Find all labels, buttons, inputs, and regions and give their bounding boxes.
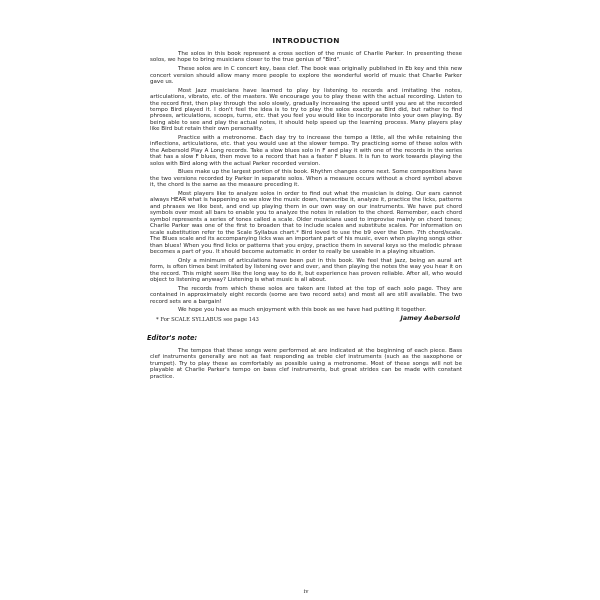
paragraph-articulations: Only a minimum of articulations have been put in this book. We feel that jazz, being an aural art form, is often times best imitated by listening over and over, and then playing the notes the way you hear it on the record. This might seem like the long way to do it, but experience has proven reliable. After all, who would object to listening anyway? Listening is what music is all about. <box>150 257 462 284</box>
paragraph-metronome: Practice with a metronome. Each day try to increase the tempo a little, all the while retaining the inflections, articulations, etc. that you would use at the slower tempo. Try practicing some of these solos with the Aebersold Play A Long records. Take a slow blues solo in F and play it with one of the records in the series that has a slow F blues, then move to a record that has a faster F blues. It is fun to work towards playing the solos with Bird along with the actual Parker recorded version. <box>150 135 462 167</box>
footnote: * For SCALE SYLLABUS see page 143 <box>156 316 259 323</box>
paragraph-listening: Most Jazz musicians have learned to play by listening to records and imitating the notes, articulations, vibrato, etc. of the masters. We encourage you to play these with the actual recording. Listen to the record first, then play through the solo slowly, gradually increasing the speed until you are at the recorded tempo Bird played it. I don't feel the idea is to try to play the solos exactly as Bird did, but rather to find phroses, articulations, scoops, turns, etc. that you feel you would like to incorporate into your own playing. By being able to see and play the actual notes, it should help speed up the learning process. Many players play like Bird but retain their own personality. <box>150 87 462 133</box>
paragraph-records: The records from which these solos are taken are listed at the top of each solo page. They are contained in approximately eight records (some are two record sets) and most all are still available. The two record sets are a bargain! <box>150 285 462 305</box>
signature-row <box>150 316 462 326</box>
page-title: INTRODUCTION <box>272 36 340 45</box>
editor-note-heading: Editor's note: <box>147 333 198 342</box>
paragraph-blues: Blues make up the largest portion of this book. Rhythm changes come next. Some compositions have the two versions recorded by Parker in separate solos. When a measure occurs without a chord symbol above it, the chord is the same as the measure preceding it. <box>150 169 462 189</box>
document-page <box>147 36 462 595</box>
paragraph-analyze: Most players like to analyze solos in order to find out what the musician is doing. Our ears cannot always HEAR what is happening so we slow the music down, transcribe it, analyze it, practice the licks, patterns and phrases we like best, and end up playing them in our own way on our instruments. We have put chord symbols over most all bars to enable you to analyze the notes in relation to the chord. Remember, each chord symbol represents a series of tones called a scale. Older musicians used to improvise mainly on chord tones; Charlie Parker was one of the first to broaden that to include scales and substitute scales. For information on scale substitution refer to the Scale Syllabus chart.* Bird loved to use the b9 over the Dom. 7th chord/scale. The Blues scale and its accompanying licks was an important part of his music, even when playing songs other than blues! When you find licks or patterns that you enjoy, practice them in several keys so the melodic phrase becomes a part of you. It should become automatic in order to really be useable in a playing situation. <box>150 191 462 256</box>
page-number: iv <box>303 589 309 595</box>
editor-note-paragraph: The tempos that these songs were performed at are indicated at the beginning of each piece. Bass clef instruments generally are not as fast responding as treble clef instruments (such as the saxophone or trumpet). Try to play these as comfortably as possible using a metronome. Most of these songs will not be playable at Charlie Parker's tempo on bass clef instruments, but great strides can be made with constant practice. <box>150 347 462 380</box>
paragraph-concert-key: These solos are in C concert key, bass clef. The book was originally published in Eb key and this new concert version should allow many more people to explore the wonderful world of music that Charlie Parker gave us. <box>150 66 462 85</box>
paragraph-enjoyment: We hope you have as much enjoyment with this book as we have had putting it together. <box>178 307 427 314</box>
paragraph-intro: The solos in this book represent a cross section of the music of Charlie Parker. In presenting these solos, we hope to bring musicians closer to the true genius of "Bird". <box>150 51 462 64</box>
author-signature: Jamey Aebersold <box>400 314 460 322</box>
